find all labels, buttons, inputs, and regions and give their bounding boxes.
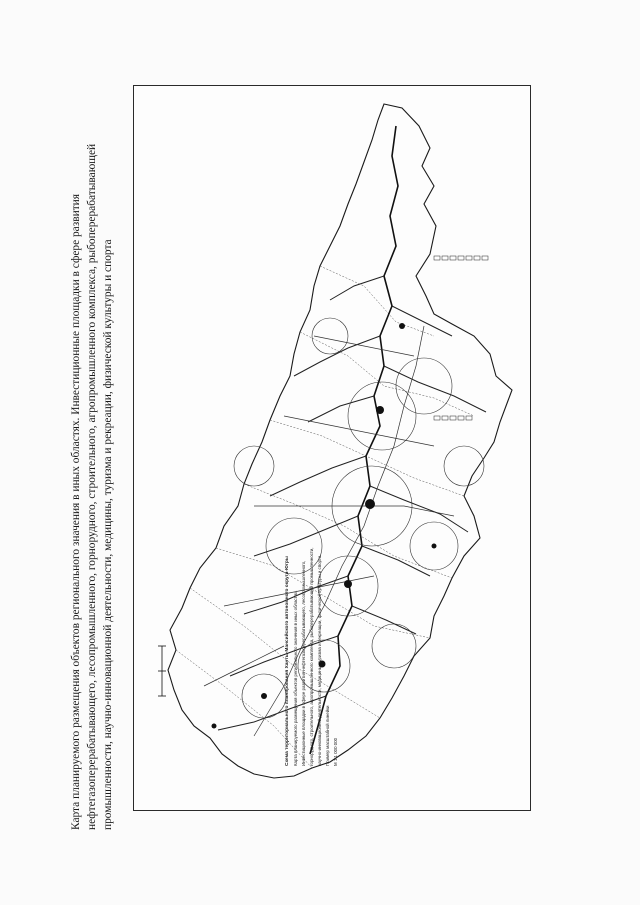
map-caption [68, 40, 116, 830]
map-legend [284, 436, 340, 766]
caption-line: Карта планируемого размещения объектов регионального значения в иных областях. Инвестиционные площадки в сфере развития [70, 193, 82, 830]
legend-line: Карта планируемого размещения объектов регионального значения в иных областях. [293, 590, 298, 766]
legend-line: научно-инновационной деятельности, медицины, туризма и рекреации, физической культуры и спорта. [317, 554, 322, 766]
legend-line: Пример масштабной линейки [325, 705, 330, 766]
map-frame [133, 85, 531, 811]
caption-line: промышленности, научно-инновационной деятельности, медицины, туризма и рекреации, физической культуры и спорта [102, 239, 114, 830]
legend-line: Инвестиционные площадки в сфере развития нефтегазоперерабатывающего, лесопромышленного, [301, 560, 306, 766]
caption-line: нефтегазоперерабатывающего, лесопромышленного, горнорудного, строительного, агропромышленного комплекса, рыбоперерабатывающей [86, 143, 98, 830]
map-title: Схема территориального планирования Ханты-Мансийского автономного округа-Югры [285, 556, 290, 766]
river-branch [218, 276, 486, 730]
legend-swatches [434, 256, 488, 420]
scale-bar [158, 646, 166, 696]
region-boundary [168, 104, 512, 778]
scale-label: М 1:1 000 000 [333, 737, 338, 766]
legend-line: горнорудного, строительного, агропромышленного комплекса, рыбоперерабатывающей промышленности, [309, 547, 314, 766]
